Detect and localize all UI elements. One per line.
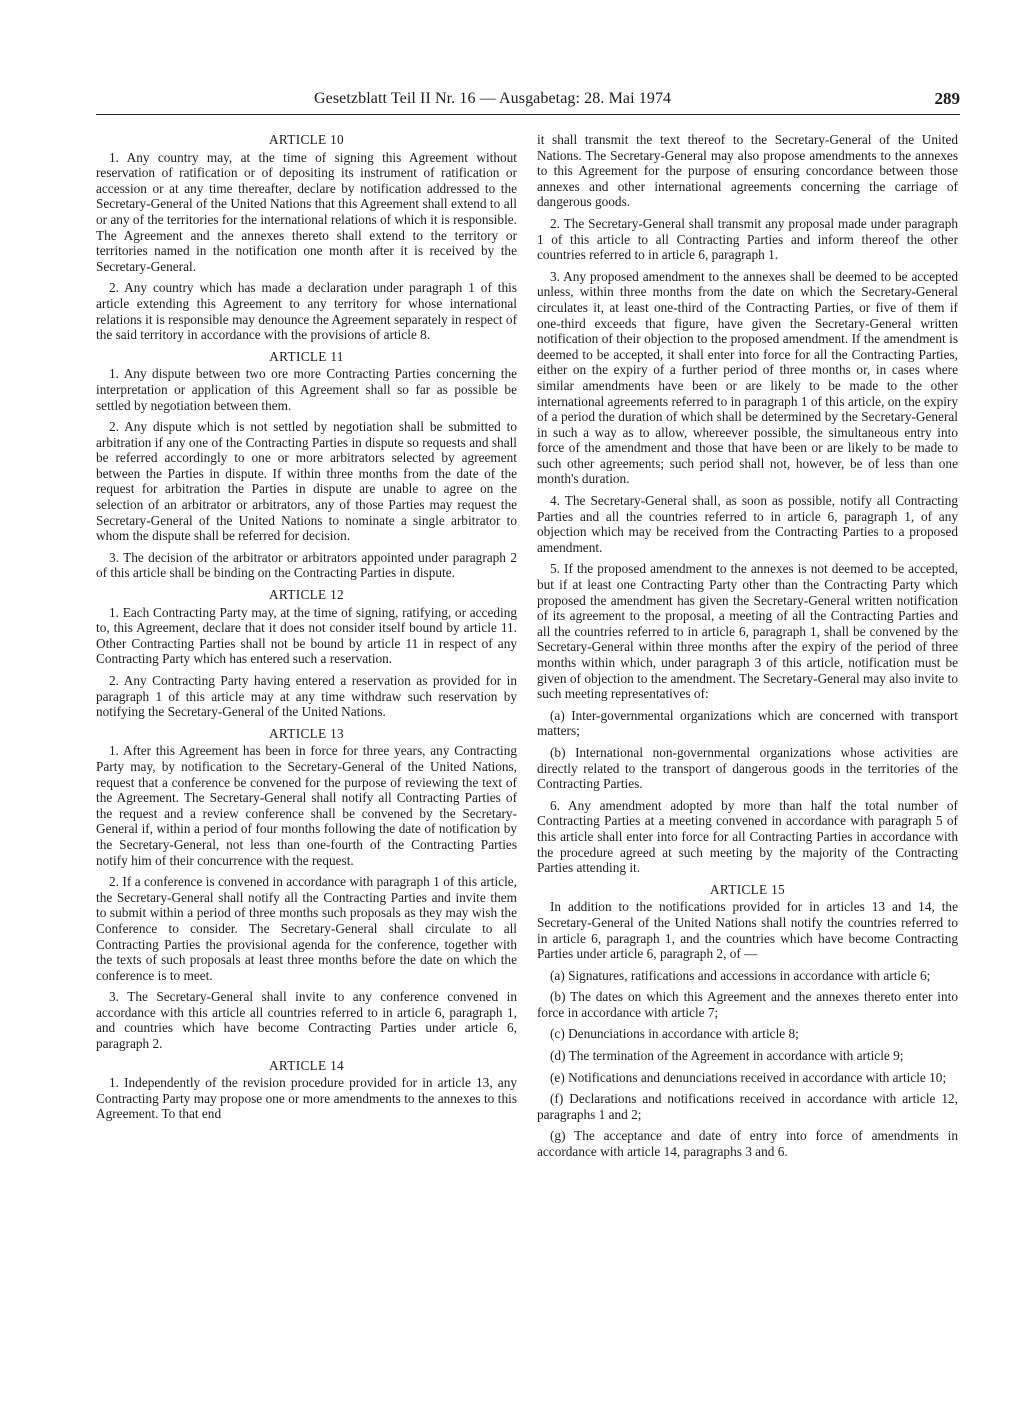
article-14-continued: [537, 132, 958, 876]
paragraph: 3. Any proposed amendment to the annexes shall be deemed to be accepted unless, within three months from the date on which the Secretary-General circulates it, at least one-third of the Contracting Parties, or five of them if one-third exceeds that figure, have given the Secretary-General written notification of their objection to the proposed amendment. If the amendment is deemed to be accepted, it shall enter into force for all the Contracting Parties, either on the expiry of a further period of three months or, in cases where similar amendments have been or are likely to be made to the other international agreements referred to in paragraph 1 of this article, on the expiry of a period the duration of which shall be determined by the Secretary-General in such a way as to allow, whereever possible, the simultaneous entry into force of the amendment and those that have been or are likely to be made to such other agreements; such period shall not, however, be of less than one month's duration.: [537, 268, 958, 487]
paragraph: 1. Any dispute between two ore more Contracting Parties concerning the interpretation or application of this Agreement shall so far as possible be settled by negotiation between them.: [96, 366, 517, 413]
article-13: [96, 726, 517, 1052]
article-heading: ARTICLE 15: [710, 881, 785, 897]
article-heading: ARTICLE 10: [269, 132, 344, 147]
list-item: (e) Notifications and denunciations received in accordance with article 10;: [550, 1069, 947, 1085]
paragraph: 1. After this Agreement has been in force for three years, any Contracting Party may, by notification to the Secretary-General of the United Nations, request that a conference be convened for the purpose of reviewing the text of the Agreement. The Secretary-General shall notify all Contracting Parties of the request and a review conference shall be convened by the Secretary-General if, within a period of four months following the date of notification by the Secretary-General, not less than one-fourth of the Contracting Parties notify him of their concurrence with the request.: [96, 743, 517, 868]
list-item: (a) Inter-governmental organizations which are concerned with transport matters;: [537, 707, 958, 739]
article-heading: ARTICLE 12: [269, 587, 344, 603]
paragraph: 3. The Secretary-General shall invite to any conference convened in accordance with this article all countries referred to in article 6, paragraph 1, and countries which have become Contracting Parties under article 6, paragraph 2.: [96, 989, 517, 1052]
list-item: (g) The acceptance and date of entry into force of amendments in accordance with article 14, paragraphs 3 and 6.: [537, 1128, 958, 1160]
right-column: [537, 132, 958, 1166]
article-12: [96, 587, 517, 720]
paragraph: 2. Any country which has made a declaration under paragraph 1 of this article extending this Agreement to any territory for whose international relations it is responsible may denounce the Agreement separately in respect of the said territory in accordance with the provisions of article 8.: [96, 280, 517, 343]
page-number: 289: [934, 89, 960, 108]
article-10: [96, 132, 517, 343]
list-item: (f) Declarations and notifications received in accordance with article 12, paragraphs 1 and 2;: [537, 1091, 958, 1122]
article-heading: ARTICLE 13: [269, 725, 344, 741]
list-item: (b) International non-governmental organizations whose activities are directly related to the transport of dangerous goods in the territories of the Contracting Parties.: [537, 744, 958, 792]
paragraph: 4. The Secretary-General shall, as soon as possible, notify all Contracting Parties and all the countries referred to in article 6, paragraph 1, of any objection which may be received from the Contracting Parties to a proposed amendment.: [537, 493, 958, 555]
page-header: [96, 86, 960, 115]
article-heading: ARTICLE 11: [269, 348, 344, 364]
paragraph: 2. Any dispute which is not settled by negotiation shall be submitted to arbitration if any one of the Contracting Parties in dispute so requests and shall be referred accordingly to one or more arbitrators selected by agreement between the Parties in dispute. If within three months from the date of the request for arbitration the Parties in dispute are unable to agree on the selection of an arbitrator or arbitrators, any of those Parties may request the Secretary-General of the United Nations to nominate a single arbitrator to whom the dispute shall be referred for decision.: [96, 419, 517, 544]
left-column: [96, 132, 517, 1128]
paragraph: 1. Independently of the revision procedure provided for in article 13, any Contracting Party may propose one or more amendments to the annexes to this Agreement. To that end: [96, 1075, 517, 1122]
paragraph: 5. If the proposed amendment to the annexes is not deemed to be accepted, but if at least one Contracting Party other than the Contracting Party which proposed the amendment has given the Secretary-General written notification of its agreement to the proposal, a meeting of all the Contracting Parties and all the countries referred to in article 6, paragraph 1, shall be convened by the Secretary-General within three months after the expiry of the period of three months within which, under paragraph 3 of this article, notification must be given of objection to the amendment. The Secretary-General may also invite to such meeting representatives of:: [537, 561, 958, 702]
article-heading: ARTICLE 14: [269, 1057, 344, 1073]
list-item: (c) Denunciations in accordance with article 8;: [550, 1026, 799, 1042]
paragraph: In addition to the notifications provided for in articles 13 and 14, the Secretary-General of the United Nations shall notify the countries referred to in article 6, paragraph 1, and the countries which have become Contracting Parties under article 6, paragraph 2, of —: [537, 899, 958, 962]
paragraph: 1. Each Contracting Party may, at the time of signing, ratifying, or acceding to, this Agreement, declare that it does not consider itself bound by article 11. Other Contracting Parties shall not be bound by article 11 in respect of any Contracting Party which has entered such a reservation.: [96, 604, 517, 667]
list-item: (a) Signatures, ratifications and accessions in accordance with article 6;: [550, 967, 931, 983]
list-item: (d) The termination of the Agreement in accordance with article 9;: [550, 1048, 904, 1064]
article-14-start: [96, 1058, 517, 1122]
paragraph: 6. Any amendment adopted by more than half the total number of Contracting Parties at a meeting convened in accordance with paragraph 5 of this article shall enter into force for all Contracting Parties in accordance with the procedure agreed at such meeting by the majority of the Contracting Parties attending it.: [537, 797, 958, 876]
paragraph: 3. The decision of the arbitrator or arbitrators appointed under paragraph 2 of this article shall be binding on the Contracting Parties in dispute.: [96, 549, 517, 581]
paragraph: 2. If a conference is convened in accordance with paragraph 1 of this article, the Secretary-General shall notify all the Contracting Parties and invite them to submit within a period of three months such proposals as they may wish the Conference to consider. The Secretary-General shall circulate to all Contracting Parties the provisional agenda for the conference, together with the texts of such proposals at least three months before the date on which the conference is to meet.: [96, 874, 517, 983]
list-item: (b) The dates on which this Agreement and the annexes thereto enter into force in accordance with article 7;: [537, 989, 958, 1020]
gazette-title: Gesetzblatt Teil II Nr. 16 — Ausgabetag: 28. Mai 1974: [314, 90, 672, 107]
paragraph: 2. Any Contracting Party having entered a reservation as provided for in paragraph 1 of this article may at any time withdraw such reservation by notifying the Secretary-General of the United Nations.: [96, 673, 517, 720]
paragraph: it shall transmit the text thereof to the Secretary-General of the United Nations. The Secretary-General may also propose amendments to the annexes to this Agreement for the purpose of ensuring concordance between those annexes and other international agreements concerning the carriage of dangerous goods.: [537, 132, 958, 210]
paragraph: 2. The Secretary-General shall transmit any proposal made under paragraph 1 of this article to all Contracting Parties and inform thereof the other countries referred to in article 6, paragraph 1.: [537, 215, 958, 263]
article-15: [537, 882, 958, 1160]
paragraph: 1. Any country may, at the time of signing this Agreement without reservation of ratification or of depositing its instrument of ratification or accession or at any time thereafter, declare by notification addressed to the Secretary-General of the United Nations that this Agreement shall extend to all or any of the territories for the international relations of which it is responsible. The Agreement and the annexes thereto shall extend to the territory or territories named in the notification one month after it is received by the Secretary-General.: [96, 149, 517, 274]
article-11: [96, 349, 517, 581]
